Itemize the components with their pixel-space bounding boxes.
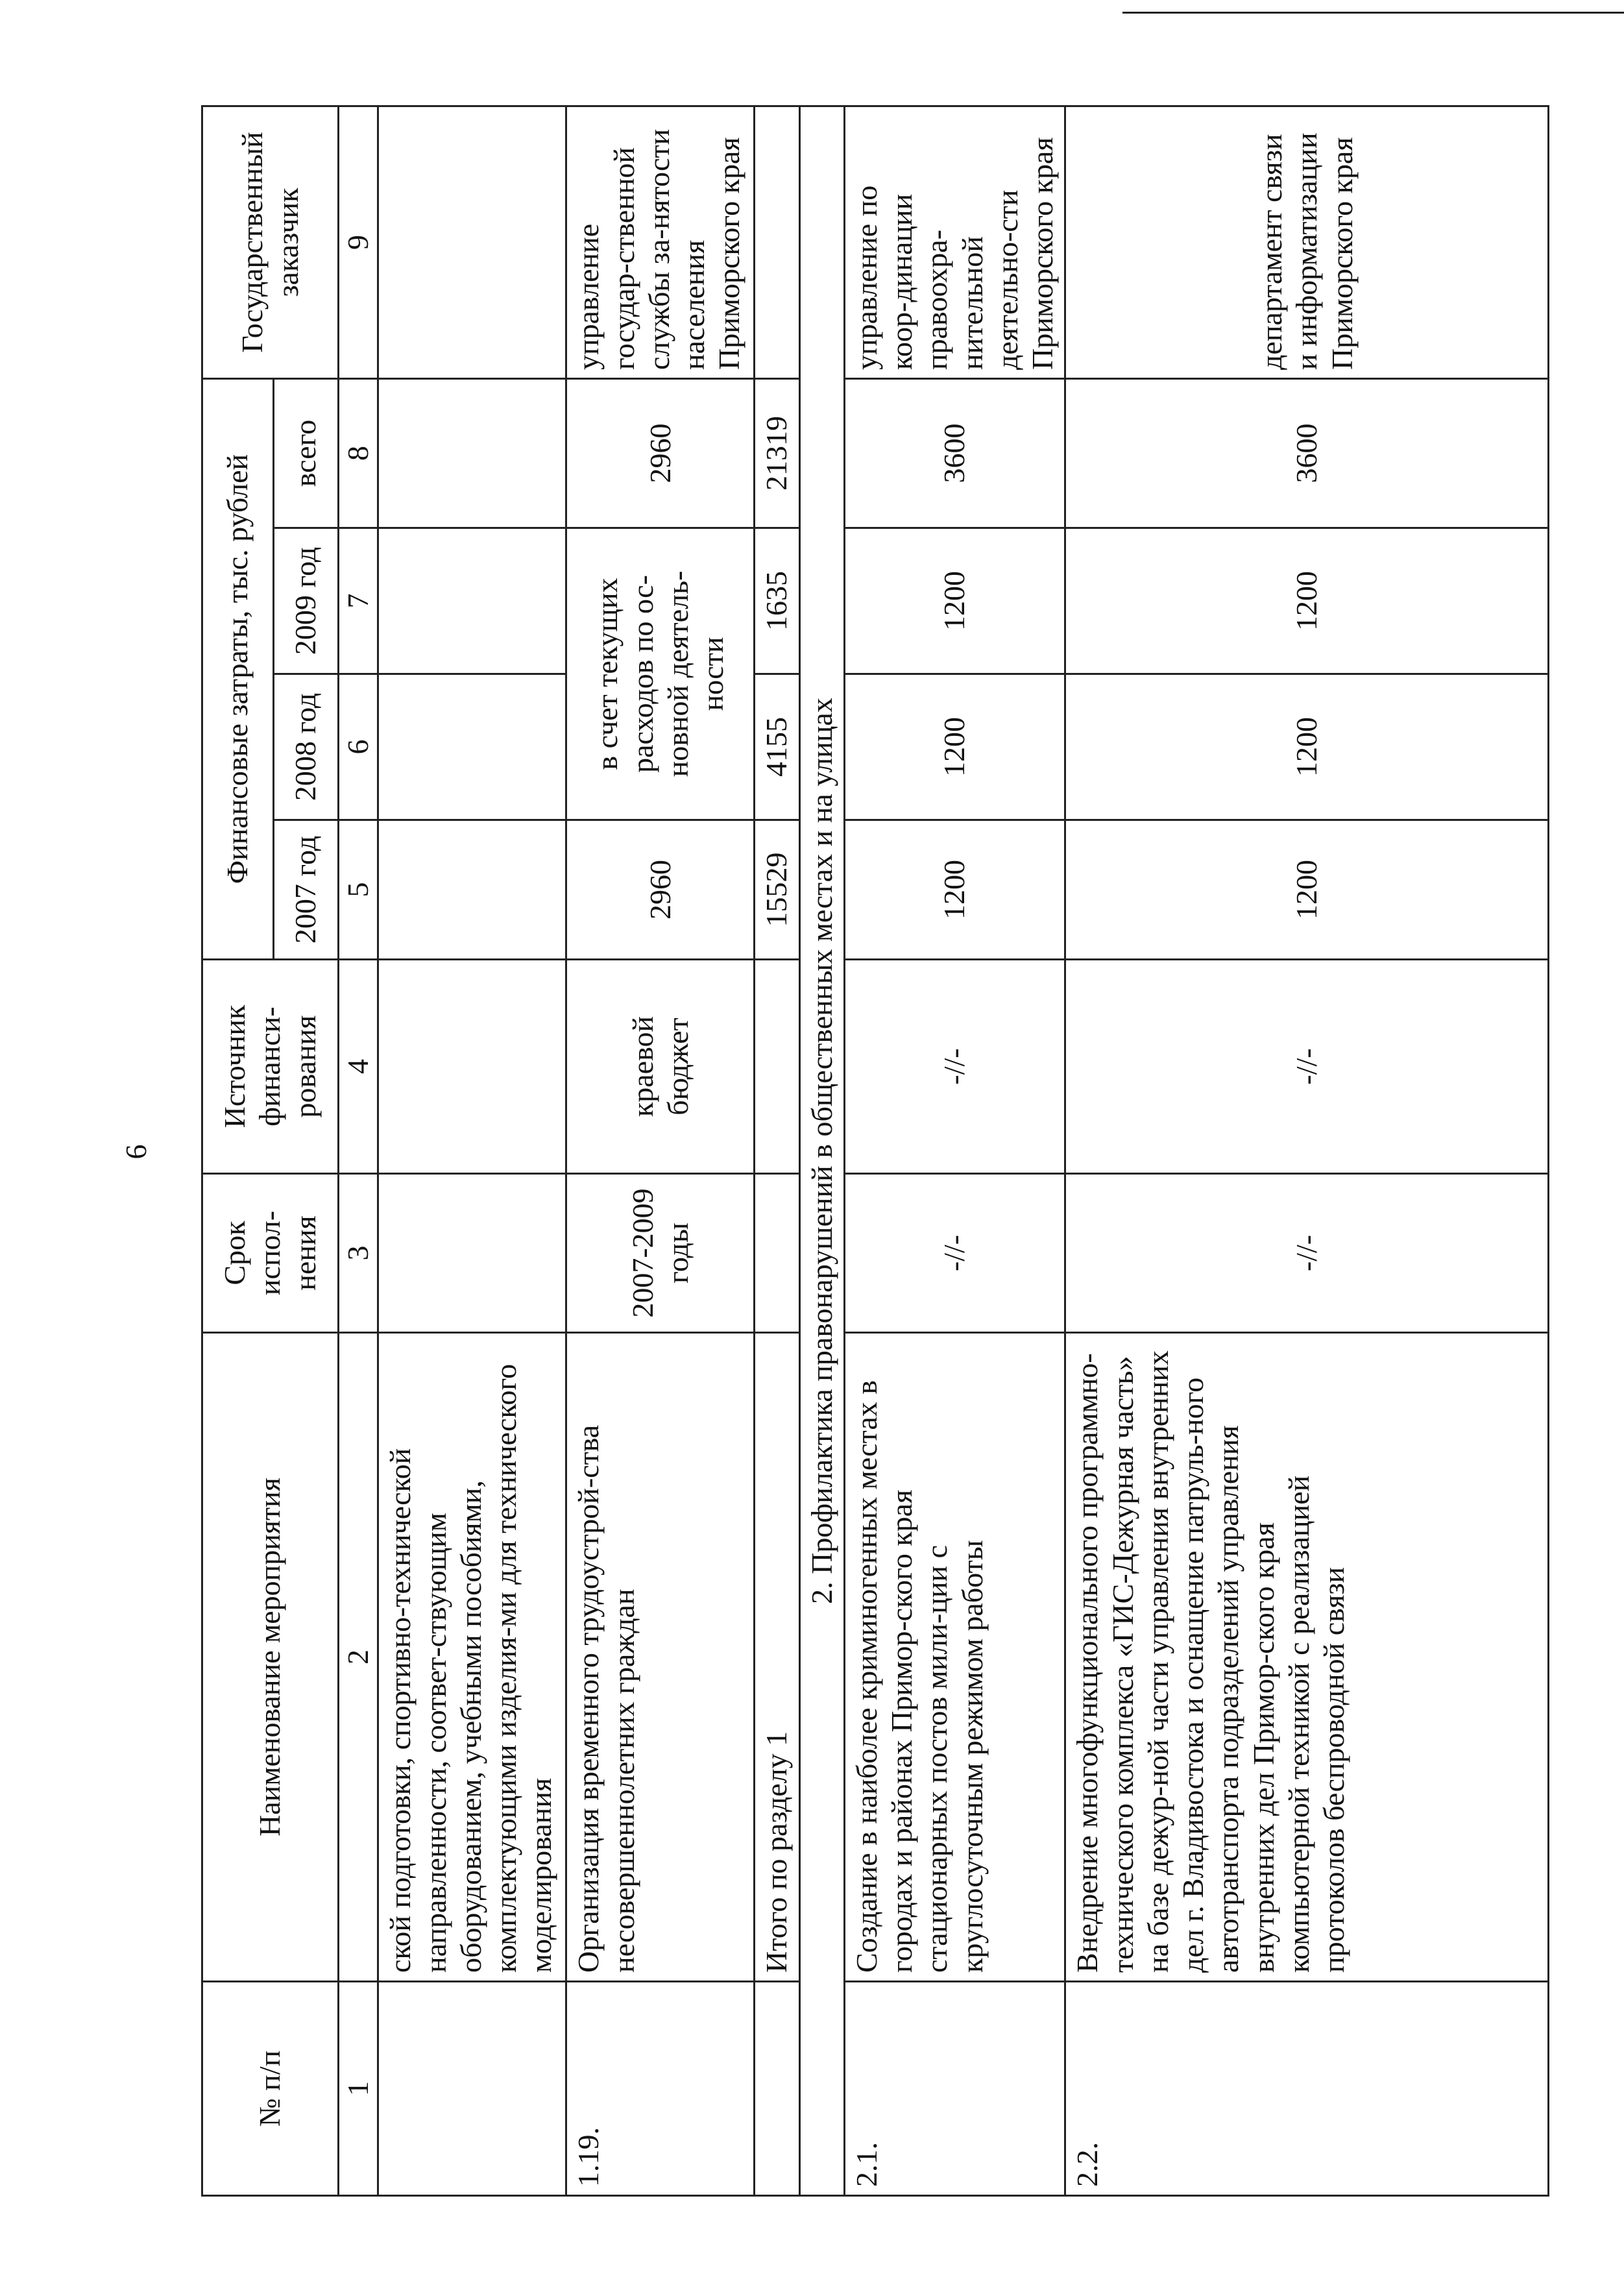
cell-customer: департамент связи и информатизации Приморского края: [1065, 106, 1549, 378]
cell-term: [755, 1174, 799, 1333]
col-number-6: 6: [339, 674, 378, 820]
cell-name: Итого по разделу 1: [755, 1333, 799, 1982]
cell-term: [378, 1174, 566, 1333]
header-2009: 2009 год: [274, 528, 339, 674]
top-rule: [1122, 12, 1624, 14]
header-customer: Государственный заказчик: [202, 106, 339, 378]
cell-num: 2.2.: [1065, 1982, 1549, 2196]
cell-num: [378, 1982, 566, 2196]
program-table-sheet: [201, 107, 1444, 2197]
cell-2008-2009: в счет текущих расходов по ос-новной деятель-ности: [566, 528, 755, 820]
cell-2007: 1200: [1065, 820, 1549, 960]
header-num: № п/п: [202, 1982, 339, 2196]
cell-2007: [378, 820, 566, 960]
header-total: всего: [274, 378, 339, 528]
cell-name: Организация временного трудоустрой-ства несовершеннолетних граждан: [566, 1333, 755, 1982]
cell-2009: 1200: [844, 528, 1065, 674]
header-2007: 2007 год: [274, 820, 339, 960]
table-row-2-1: [844, 106, 1065, 2195]
col-number-9: 9: [339, 106, 378, 378]
section-2-row: [799, 106, 844, 2195]
cell-total: 21319: [755, 378, 799, 528]
cell-term: 2007-2009 годы: [566, 1174, 755, 1333]
cell-num: 2.1.: [844, 1982, 1065, 2196]
column-number-row: [339, 106, 378, 2195]
table-row-subtotal: [755, 106, 799, 2195]
cell-term: -//-: [844, 1174, 1065, 1333]
table-row-continued: [378, 106, 566, 2195]
header-source: Источник финанси-рования: [202, 960, 339, 1174]
section-2-title: 2. Профилактика правонарушений в общественных местах и на улицах: [799, 106, 844, 2195]
cell-2008: 1200: [1065, 674, 1549, 820]
cell-2009: 1635: [755, 528, 799, 674]
cell-source: -//-: [1065, 960, 1549, 1174]
header-name: Наименование мероприятия: [202, 1333, 339, 1982]
cell-total: 2960: [566, 378, 755, 528]
cell-total: 3600: [1065, 378, 1549, 528]
col-number-1: 1: [339, 1982, 378, 2196]
cell-2008: 4155: [755, 674, 799, 820]
col-number-3: 3: [339, 1174, 378, 1333]
cell-2009: 1200: [1065, 528, 1549, 674]
cell-2009: [378, 528, 566, 674]
cell-2008: 1200: [844, 674, 1065, 820]
cell-2007: 15529: [755, 820, 799, 960]
header-2008: 2008 год: [274, 674, 339, 820]
cell-source: [755, 960, 799, 1174]
cell-name: ской подготовки, спортивно-технической направленности, соответ-ствующим оборудованием, учебными пособиями, комплектующими изделия-ми для технического моделирования: [378, 1333, 566, 1982]
col-number-4: 4: [339, 960, 378, 1174]
cell-source: [378, 960, 566, 1174]
table-row-2-2: [1065, 106, 1549, 2195]
cell-term: -//-: [1065, 1174, 1549, 1333]
col-number-8: 8: [339, 378, 378, 528]
cell-name: Внедрение многофункционального программно-технического комплекса «ГИС-Дежурная часть» на базе дежур-ной части управления внутренних дел г. Владивостока и оснащение патруль-ного автотранспорта подразделений управления внутренних дел Примор-ского края компьютерной техникой с реализацией протоколов беспроводной связи: [1065, 1333, 1549, 1982]
cell-source: -//-: [844, 960, 1065, 1174]
program-table: [201, 105, 1549, 2197]
header-costs: Финансовые затраты, тыс. рублей: [202, 378, 274, 959]
cell-customer: управление по коор-динации правоохра-нительной деятельно-сти Приморского края: [844, 106, 1065, 378]
cell-total: 3600: [844, 378, 1065, 528]
cell-2008: [378, 674, 566, 820]
cell-source: краевой бюджет: [566, 960, 755, 1174]
page-number: 6: [119, 1144, 152, 1160]
header-term: Срок испол-нения: [202, 1174, 339, 1333]
cell-customer: [378, 106, 566, 378]
cell-2007: 2960: [566, 820, 755, 960]
table-row-1-19: [566, 106, 755, 2195]
cell-num: [755, 1982, 799, 2196]
cell-num: 1.19.: [566, 1982, 755, 2196]
cell-name: Создание в наиболее криминогенных местах в городах и районах Примор-ского края стационарных постов мили-ции с круглосуточным режимом работы: [844, 1333, 1065, 1982]
cell-total: [378, 378, 566, 528]
col-number-7: 7: [339, 528, 378, 674]
col-number-2: 2: [339, 1333, 378, 1982]
cell-customer: [755, 106, 799, 378]
col-number-5: 5: [339, 820, 378, 960]
cell-customer: управление государ-ственной службы за-нятости населения Приморского края: [566, 106, 755, 378]
cell-2007: 1200: [844, 820, 1065, 960]
